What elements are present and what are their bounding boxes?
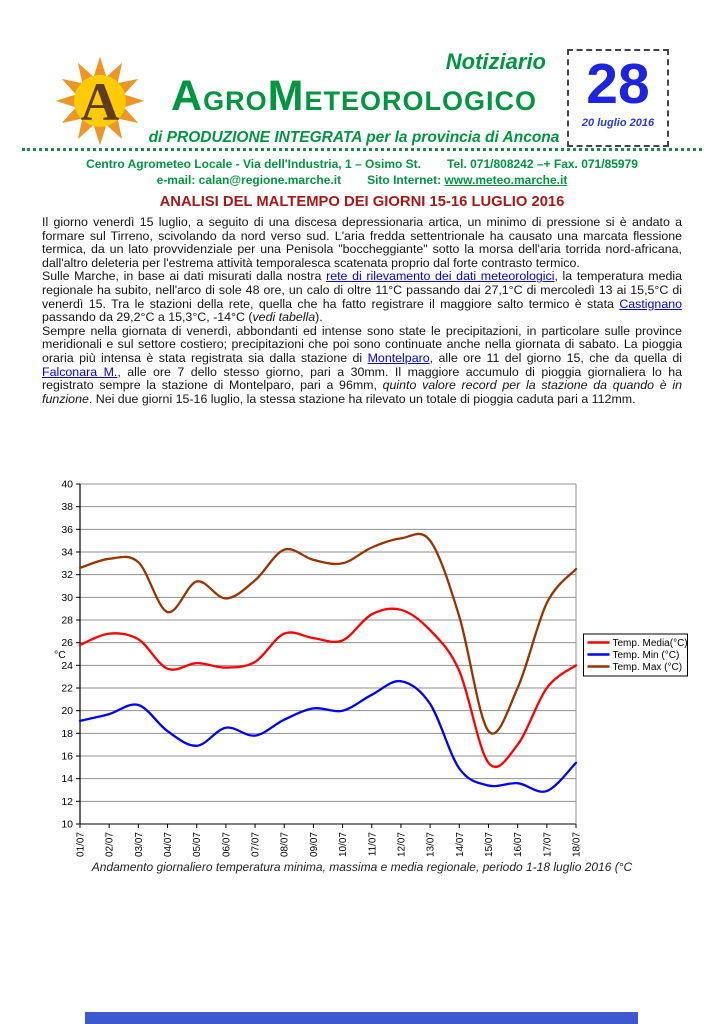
notiziario-label: Notiziario [445, 49, 546, 74]
inline-link[interactable]: rete di rilevamento dei dati meteorologici [326, 269, 555, 284]
x-tick-label: 12/07 [396, 832, 408, 858]
chart-caption: Andamento giornaliero temperatura minima, massima e media regionale, periodo 1-18 luglio 2016 (°C [91, 860, 633, 874]
italic-text: quinto valore record per la stazione da quando è in funzione [42, 378, 682, 406]
y-tick-label: 24 [61, 659, 73, 672]
y-tick-label: 36 [61, 523, 73, 536]
contact-line-1: Centro Agrometeo Locale - Via dell'Industria, 1 – Osimo St. Tel. 071/808242 –+ Fax. 071/85979 [86, 157, 638, 171]
body-text: Sulle Marche, in base ai dati misurati dalla nostra [42, 269, 327, 284]
newsletter-subtitle: di PRODUZIONE INTEGRATA per la provincia di Ancona [148, 129, 560, 146]
body-text: , la temperatura media regionale ha subito, nell'arco di sole 48 ore, un calo di oltre 11°C passando dai 27,1°C di mercoledì 13 ai 15,5°C di venerdì 15. Tra le stazioni della rete, quella che ha fatto registrare il maggiore salto termico è stata [42, 269, 683, 311]
x-tick-label: 18/07 [571, 832, 583, 858]
y-tick-label: 12 [61, 795, 73, 808]
y-tick-label: 40 [61, 478, 73, 491]
legend-label: Temp. Media(°C) [612, 638, 688, 649]
masthead-title-block [148, 50, 560, 147]
x-tick-label: 09/07 [308, 832, 320, 858]
italic-text: vedi tabella [252, 310, 316, 325]
x-tick-label: 04/07 [163, 832, 175, 858]
body-text: , alle ore 7 dello stesso giorno, pari a 30mm. Il maggiore accumulo di pioggia giornaliera lo ha registrato sempre la stazione di Montelparo, pari a 96mm, [42, 364, 682, 393]
issue-box [567, 49, 669, 147]
legend-label: Temp. Min (°C) [612, 650, 680, 661]
body-text: Il giorno venerdì 15 luglio, a seguito di una discesa depressionaria artica, un minimo di pressione si è andato a formare sul Tirreno, scivolando da nord verso sud. L'aria fredda settentrionale ha causato una marcata flessione termica, da un lato provvidenziale per una Penisola "boccheggiante" sotto la morsa dell'aria torrida nord-africana, dall'altro deleteria per l'estrema attività temporalesca scatenata proprio dal forte contrasto termico. [42, 215, 682, 270]
logo-letter: A [80, 72, 120, 133]
y-tick-label: 18 [61, 727, 73, 740]
contact-line-2: e-mail: calan@regione.marche.it Sito Internet: www.meteo.marche.it [156, 173, 568, 187]
footer-bar [85, 1012, 638, 1024]
x-tick-label: 17/07 [542, 832, 554, 858]
inline-link[interactable]: Falconara M. [42, 364, 118, 379]
y-axis-title: °C [54, 649, 66, 661]
temperature-chart [40, 478, 700, 860]
y-tick-label: 20 [61, 705, 73, 718]
body-text: Sempre nella giornata di venerdì, abbondanti ed intense sono state le precipitazioni, in particolare sulle province meridionali e sul settore costiero; precipitazioni che poi sono continuate anche nella giornata di sabato. La pioggia oraria più intensa è stata registrata sia dalla stazione di [42, 323, 682, 365]
paragraph-1 [42, 216, 682, 270]
y-tick-label: 28 [61, 614, 73, 627]
email-text: e-mail: calan@regione.marche.it [156, 173, 342, 187]
website-link[interactable]: www.meteo.marche.it [444, 173, 568, 187]
issue-number: 28 [586, 52, 650, 116]
y-tick-label: 38 [61, 501, 73, 514]
x-tick-label: 01/07 [75, 832, 87, 858]
paragraph-3 [42, 325, 682, 407]
temperature-chart-svg [40, 478, 700, 860]
series-temp-max-c- [80, 534, 576, 734]
inline-link[interactable]: Castignano [619, 296, 682, 311]
y-tick-label: 26 [61, 637, 73, 650]
y-tick-label: 32 [61, 569, 73, 582]
y-tick-label: 10 [61, 818, 73, 831]
legend-label: Temp. Max (°C) [612, 662, 683, 673]
x-tick-label: 02/07 [104, 832, 116, 858]
body-text: passando da 29,2°C a 15,3°C, -14°C ( [42, 310, 253, 325]
x-tick-label: 11/07 [367, 832, 379, 857]
contact-block [0, 156, 724, 188]
body-text: . Nei due giorni 15-16 luglio, la stessa stazione ha rilevato un totale di pioggia caduta pari a 112mm. [88, 391, 636, 406]
paragraph-2 [42, 270, 682, 324]
newsletter-title: AGROMETEOROLOGICO [171, 72, 537, 120]
y-tick-label: 34 [61, 546, 73, 559]
x-tick-label: 15/07 [483, 832, 495, 858]
x-tick-label: 10/07 [338, 832, 350, 858]
series-temp-min-c- [80, 681, 576, 792]
dotted-separator [22, 148, 702, 151]
article-body [42, 216, 682, 406]
body-text: ). [315, 310, 323, 325]
x-tick-label: 14/07 [454, 832, 466, 858]
y-tick-label: 30 [61, 591, 73, 604]
x-tick-label: 06/07 [221, 832, 233, 858]
x-tick-label: 16/07 [513, 832, 525, 858]
y-tick-label: 16 [61, 750, 73, 763]
y-tick-label: 14 [61, 773, 73, 786]
sunflower-logo [52, 50, 148, 148]
article-title: ANALISI DEL MALTEMPO DEI GIORNI 15-16 LUGLIO 2016 [159, 194, 565, 210]
x-tick-label: 07/07 [250, 832, 262, 858]
body-text: , alle ore 11 del giorno 15, che da quella di [429, 350, 683, 365]
inline-link[interactable]: Montelparo [367, 350, 430, 365]
issue-date: 20 luglio 2016 [581, 117, 655, 129]
x-tick-label: 05/07 [192, 832, 204, 858]
y-tick-label: 22 [61, 682, 73, 695]
x-tick-label: 03/07 [133, 832, 145, 858]
x-tick-label: 08/07 [279, 832, 291, 858]
x-tick-label: 13/07 [425, 832, 437, 858]
